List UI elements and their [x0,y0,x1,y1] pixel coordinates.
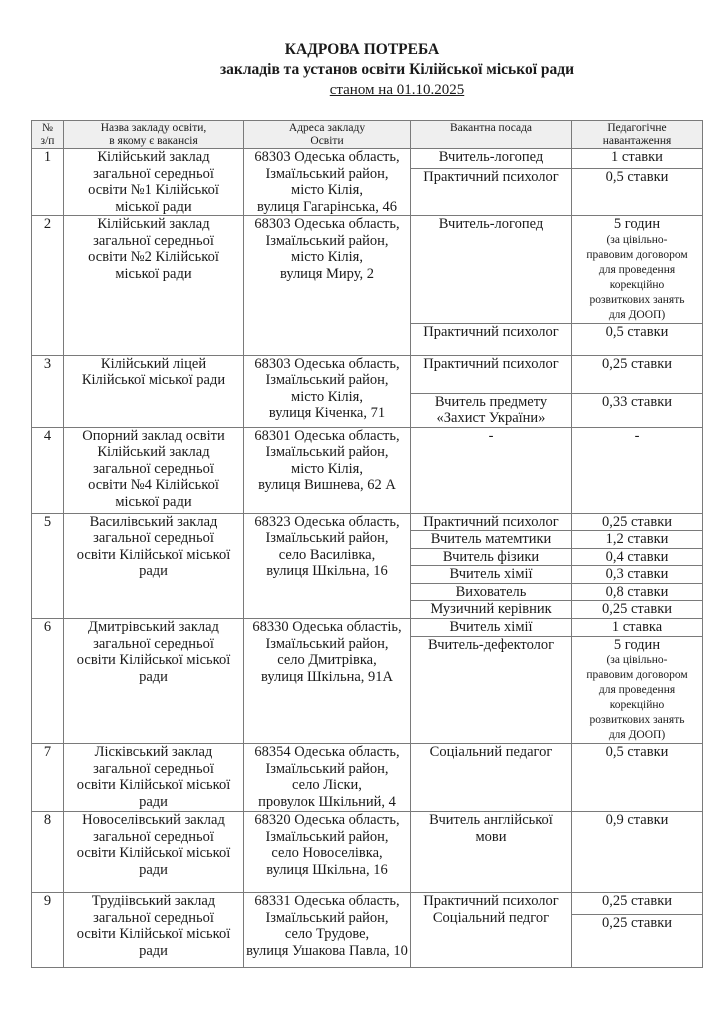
load-note-line: для проведення [598,684,676,696]
vacant-position [411,513,572,531]
address-line: 68303 Одеська область, [254,149,400,165]
teaching-load [572,169,703,216]
institution-name-line: міської ради [115,493,192,510]
col-header-load [572,121,703,149]
address-line: Ізмаїльський район, [265,760,389,777]
institution-name-line: Новоселівський заклад [82,812,225,828]
load-note-line: для проведення [598,263,676,276]
vacant-position [411,169,572,216]
position-line: Вчитель фізики [442,548,540,565]
load-value: 0,25 ставки [601,513,673,530]
institution-name-line: міської ради [115,198,192,215]
institution-name-line: Кілійський заклад [97,444,210,460]
teaching-load [572,323,703,355]
load-value: 0,25 ставки [601,601,673,617]
institution-name [64,355,244,427]
table-row [32,427,703,513]
address-line: вулиця Ушакова Павла, 10 [246,942,408,959]
address-line: 68330 Одеська областіь, [252,619,402,635]
address-line: 68301 Одеська область, [254,427,400,444]
table-row [32,744,703,812]
col-header-line: Педагогічне [607,122,667,134]
teaching-load [572,513,703,531]
position-line: Вчитель предмету [434,393,548,410]
staffing-needs-table [31,120,703,968]
vacant-position [411,583,572,601]
institution-name-line: Дмитрівський заклад [88,619,219,635]
col-header-line: навантаження [602,135,672,147]
position-line: Практичний психолог [423,355,559,372]
institution-name [64,619,244,744]
table-header-row [32,121,703,149]
address-line: село Ліски, [292,777,362,793]
row-number: 6 [32,619,64,744]
institution-name-line: загальної середньої [93,760,214,777]
address-line: вулиця Кіченка, 71 [268,405,386,421]
institution-name [64,149,244,216]
address-line: село Дмитрівка, [277,652,377,668]
institution-name-line: ради [139,793,168,810]
address-line: 68303 Одеська область, [254,216,400,232]
teaching-load [572,636,703,744]
document-title: КАДРОВА ПОТРЕБА [284,41,440,58]
teaching-load [572,216,703,324]
load-note-line: (за цівільно- [606,233,668,246]
teaching-load [572,355,703,393]
institution-name-line: Кілійський заклад [97,149,210,165]
document-subtitle: закладів та установ освіти Кілійської міської ради [219,61,575,78]
institution-name [64,427,244,513]
position-line: Вчитель хімії [449,619,533,635]
institution-name-line: освіти Кілійської міської [76,777,231,793]
address-line: село Новоселівка, [271,845,383,861]
institution-name-line: ради [139,563,168,579]
institution-name-line: загальної середньої [93,165,214,182]
institution-name-line: загальної середньої [93,530,214,546]
address-line: Ізмаїльський район, [265,165,389,182]
load-value: 0,8 ставки [605,583,669,600]
load-value: 0,25 ставки [601,893,673,909]
institution-name-line: освіти №2 Кілійської [88,249,219,265]
address-line: місто Кілія, [291,460,363,477]
address-line: вулиця Шкільна, 91А [261,668,393,685]
institution-name [64,812,244,893]
col-header-line: Вакантна посада [449,122,533,134]
row-number: 1 [32,149,64,216]
table-row [32,149,703,169]
load-value: 0,4 ставки [605,548,669,565]
vacant-position [411,601,572,619]
load-note-line: правовим договором [586,669,688,681]
institution-name-line: Кілійський ліцей [100,355,207,372]
col-header-line: з/п [40,135,55,147]
teaching-load [572,893,703,915]
address-line: місто Кілія, [291,388,363,405]
teaching-load [572,149,703,169]
address-line: Ізмаїльський район, [265,635,389,652]
load-value: 0,5 ставки [605,744,669,760]
row-number: 9 [32,893,64,968]
address-line: 68303 Одеська область, [254,355,400,372]
load-note-line: розвиткових занять [589,293,685,306]
table-row [32,216,703,324]
vacant-position [411,893,572,968]
address-line: 68331 Одеська область, [254,893,400,909]
teaching-load [572,915,703,968]
institution-name-line: ради [139,668,168,685]
col-header-line: Адреса закладу [288,122,366,134]
position-line: Практичний психолог [423,323,559,340]
load-note-line: (за цівільно- [606,654,668,666]
load-value: 0,5 ставки [605,323,669,340]
address-line: вулиця Вишнева, 62 А [258,477,396,493]
load-value: 0,9 ставки [605,812,669,828]
position-line: Вихователь [455,583,527,600]
load-value: 1,2 ставки [605,531,669,547]
institution-address [244,744,411,812]
teaching-load [572,531,703,549]
address-line: 68354 Одеська область, [254,744,400,760]
institution-name-line: Трудіівський заклад [91,893,216,909]
institution-name-line: освіти №4 Кілійської [88,477,219,493]
institution-name-line: ради [139,942,168,959]
vacant-position [411,323,572,355]
position-line: Практичний психолог [423,893,559,909]
address-line: 68320 Одеська область, [254,812,400,828]
address-line: Ізмаїльський район, [265,372,389,388]
col-header-line: Освіти [310,135,344,147]
load-value: 0,3 ставки [605,566,669,582]
position-line: Вчитель-дефектолог [427,636,555,653]
col-header-number [32,121,64,149]
load-note-line: розвиткових занять [589,714,685,726]
row-number: 8 [32,812,64,893]
position-line: Соціальний педгог [432,909,550,926]
address-line: село Трудове, [284,926,370,942]
address-line: вулиця Шкільна, 16 [266,861,388,878]
institution-name-line: освіти Кілійської міської [76,845,231,861]
institution-name-line: ради [139,861,168,878]
institution-name-line: Опорний заклад освіти [82,427,225,444]
address-line: село Василівка, [278,546,376,563]
address-line: Ізмаїльський район, [265,828,389,845]
vacant-position [411,149,572,169]
institution-name-line: загальної середньої [93,828,214,845]
institution-name [64,893,244,968]
position-line: Вчитель англійської [429,812,553,828]
institution-address [244,355,411,427]
col-header-line: Назва закладу освіти, [100,122,207,134]
institution-address [244,216,411,356]
col-header-position [411,121,572,149]
load-note-line: для ДООП) [608,308,666,321]
institution-name-line: освіти Кілійської міської [76,926,231,942]
table-row [32,812,703,893]
position-line: Вчитель матемтики [430,531,552,547]
vacant-position [411,744,572,812]
document-date [0,80,724,100]
row-number: 2 [32,216,64,356]
institution-name-line: міської ради [115,265,192,282]
teaching-load [572,744,703,812]
address-line: 68323 Одеська область, [254,513,400,530]
load-note-line: для ДООП) [608,729,666,741]
date-line: станом на 01.10.2025 [329,82,465,98]
institution-name [64,513,244,619]
vacant-position [411,812,572,893]
position-line: мови [475,828,507,845]
document-header [0,40,724,100]
institution-name-line: освіти Кілійської міської [76,652,231,668]
institution-name-line: освіти №1 Кілійської [88,182,219,198]
institution-name-line: загальної середньої [93,460,214,477]
load-value: 5 годин [613,216,661,232]
address-line: вулиця Шкільна, 16 [266,563,388,579]
row-number: 5 [32,513,64,619]
table-row [32,893,703,915]
position-line: Вчитель-логопед [438,149,544,165]
institution-name-line: загальної середньої [93,635,214,652]
load-value: 0,5 ставки [605,169,669,186]
col-header-address [244,121,411,149]
institution-name-line: освіти Кілійської міської [76,546,231,563]
load-value: 1 ставка [611,619,663,635]
institution-name [64,744,244,812]
vacant-position [411,619,572,637]
teaching-load [572,812,703,893]
teaching-load [572,566,703,584]
teaching-load [572,393,703,427]
vacant-position [411,393,572,427]
col-header-line: № [42,122,53,134]
position-line: Практичний психолог [423,513,559,530]
institution-address [244,812,411,893]
load-value: 5 годин [613,636,661,653]
institution-name-line: загальної середньої [93,909,214,926]
institution-name-line: Кілійської міської ради [81,372,226,388]
institution-address [244,149,411,216]
address-line: вулиця Гагарінська, 46 [257,198,397,215]
teaching-load [572,619,703,637]
vacant-position [411,636,572,744]
load-value: 0,33 ставки [601,393,673,410]
position-line: - [488,427,494,444]
position-line: Вчитель хімії [449,566,533,582]
address-line: місто Кілія, [291,249,363,265]
institution-address [244,513,411,619]
position-line: Музичний керівник [430,601,552,617]
address-line: Ізмаїльський район, [265,444,389,460]
address-line: вулиця Миру, 2 [279,265,375,282]
address-line: Ізмаїльський район, [265,530,389,546]
vacant-position [411,427,572,513]
institution-name-line: Лісківський заклад [94,744,213,760]
position-line: Соціальний педагог [429,744,553,760]
teaching-load [572,601,703,619]
table-row [32,619,703,637]
row-number: 7 [32,744,64,812]
address-line: провулок Шкільний, 4 [258,793,396,810]
institution-name-line: Василівський заклад [89,513,218,530]
load-note-line: корекційно [609,699,665,711]
col-header-institution [64,121,244,149]
teaching-load [572,583,703,601]
load-value: 1 ставки [611,149,663,165]
position-line: «Захист України» [436,410,546,426]
vacant-position [411,216,572,324]
teaching-load [572,548,703,566]
institution-address [244,893,411,968]
load-value: - [634,427,640,444]
load-value: 0,25 ставки [601,355,673,372]
load-value: 0,25 ставки [601,915,673,931]
row-number: 4 [32,427,64,513]
institution-name-line: загальної середньої [93,232,214,249]
col-header-line: в якому є вакансія [109,135,198,147]
table-row [32,513,703,531]
vacant-position [411,566,572,584]
load-note-line: правовим договором [586,248,688,261]
address-line: Ізмаїльський район, [265,232,389,249]
vacant-position [411,548,572,566]
row-number: 3 [32,355,64,427]
vacant-position [411,531,572,549]
teaching-load [572,427,703,513]
institution-name-line: Кілійський заклад [97,216,210,232]
institution-address [244,427,411,513]
position-line: Вчитель-логопед [438,216,544,232]
load-note-line: корекційно [609,278,665,291]
institution-name [64,216,244,356]
vacant-position [411,355,572,393]
table-row [32,355,703,393]
address-line: Ізмаїльський район, [265,909,389,926]
institution-address [244,619,411,744]
position-line: Практичний психолог [423,169,559,186]
address-line: місто Кілія, [291,182,363,198]
